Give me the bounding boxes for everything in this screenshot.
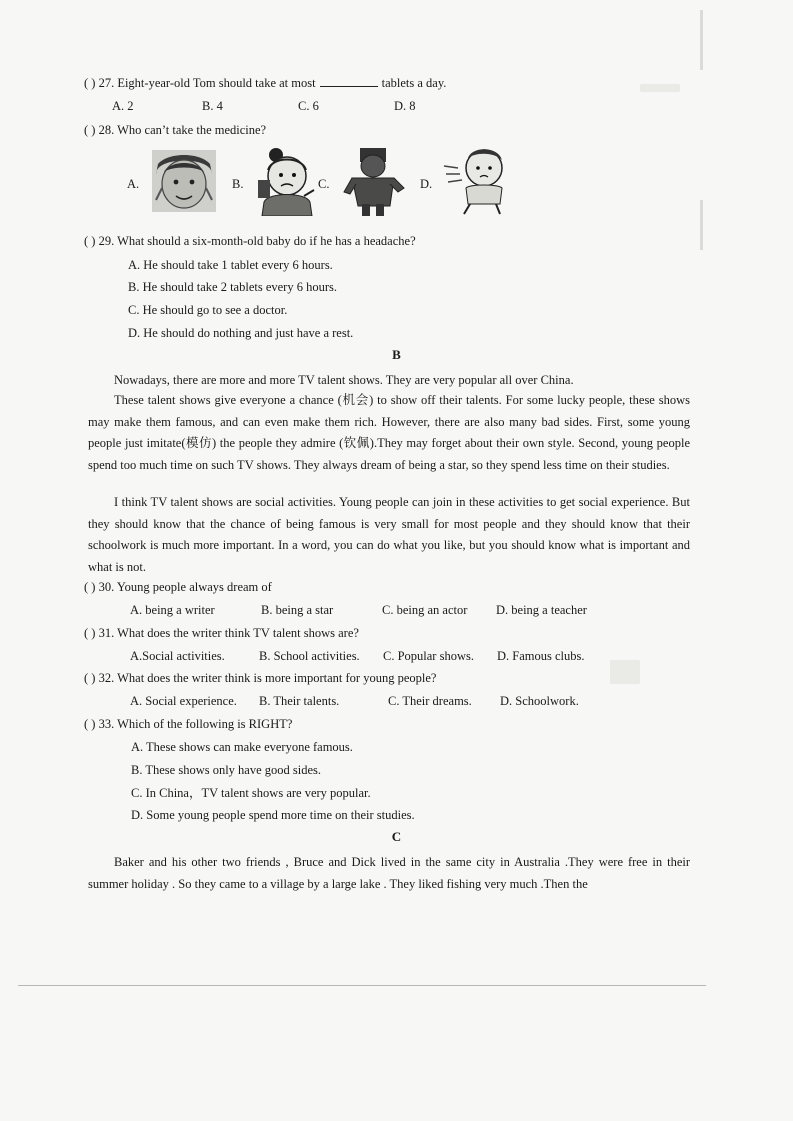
picture-label-a[interactable]: A. (127, 177, 140, 191)
section-b-heading: B (392, 347, 401, 362)
option-b[interactable]: B. He should take 2 tablets every 6 hours. (128, 280, 337, 294)
question-32-options (130, 693, 579, 709)
passage-c-paragraph-1: Baker and his other two friends , Bruce and Dick lived in the same city in Australia .They were free in their summer holiday . So they came to a village by a large lake . They liked fishing very much .Then the (88, 855, 690, 891)
adult-man-icon (342, 146, 406, 221)
option-c[interactable]: C. In China，TV talent shows are very popular. (131, 786, 371, 800)
picture-label-c[interactable]: C. (318, 177, 330, 191)
option-a[interactable]: A. Social experience. (130, 694, 237, 708)
child-face-icon (150, 148, 218, 219)
picture-label-d[interactable]: D. (420, 177, 433, 191)
scan-noise (640, 84, 680, 92)
option-b[interactable]: B. 4 (202, 99, 223, 113)
passage-b-paragraph-3: I think TV talent shows are social activities. Young people can join in these activities to get social experience. But they should know that the chance of being famous is very small for most people and they should know that their schoolwork is much more important. In a word, you can do what you like, but you should know what is important and what is not. (88, 495, 690, 574)
option-d[interactable]: D. Some young people spend more time on their studies. (131, 808, 415, 822)
question-28-stem: ( ) 28. Who can’t take the medicine? (84, 123, 267, 137)
option-b[interactable]: B. These shows only have good sides. (131, 763, 322, 777)
option-c[interactable]: C. He should go to see a doctor. (128, 303, 288, 317)
scan-edge-mark (700, 200, 703, 250)
section-c-heading: C (391, 829, 402, 844)
option-a[interactable]: A. 2 (112, 99, 134, 113)
option-b[interactable]: B. School activities. (259, 649, 360, 663)
option-c[interactable]: C. Their dreams. (388, 694, 472, 708)
option-a[interactable]: A. being a writer (130, 603, 215, 617)
question-27 (84, 75, 446, 91)
question-30-stem: ( ) 30. Young people always dream of (84, 580, 272, 594)
option-b[interactable]: B. Their talents. (259, 694, 340, 708)
option-b[interactable]: B. being a star (261, 603, 334, 617)
option-c[interactable]: C. 6 (298, 99, 319, 113)
option-a[interactable]: A.Social activities. (130, 649, 225, 663)
option-d[interactable]: D. Famous clubs. (497, 649, 585, 663)
question-31-options (130, 648, 585, 664)
question-27-stem: ( ) 27. Eight-year-old Tom should take at most (84, 76, 316, 90)
question-27-options (112, 98, 416, 114)
option-d[interactable]: D. He should do nothing and just have a rest. (128, 326, 354, 340)
question-33-stem: ( ) 33. Which of the following is RIGHT? (84, 717, 293, 731)
option-d[interactable]: D. being a teacher (496, 603, 587, 617)
picture-label-b[interactable]: B. (232, 177, 244, 191)
option-a[interactable]: A. These shows can make everyone famous. (131, 740, 353, 754)
question-31-stem: ( ) 31. What does the writer think TV talent shows are? (84, 626, 359, 640)
answer-blank[interactable] (320, 75, 378, 87)
question-29-stem: ( ) 29. What should a six-month-old baby do if he has a headache? (84, 234, 416, 248)
option-d[interactable]: D. 8 (394, 99, 416, 113)
question-30-options (130, 602, 587, 618)
passage-b-paragraph-2: These talent shows give everyone a chance (机会) to show off their talents. For some lucky people, these shows may make them famous, and can even make them rich. However, there are also many bad sides. First, some young people just imitate(模仿) the people they admire (钦佩).They may forget about their own style. Second, young people spend too much time on such TV shows. They always dream of being a star, so they spend less time on their studies. (88, 393, 690, 472)
option-a[interactable]: A. He should take 1 tablet every 6 hours. (128, 258, 333, 272)
question-27-stem-end: tablets a day. (381, 76, 447, 90)
option-c[interactable]: C. being an actor (382, 603, 468, 617)
question-32-stem: ( ) 32. What does the writer think is more important for young people? (84, 671, 437, 685)
scan-noise (610, 660, 640, 684)
passage-b-paragraph-1: Nowadays, there are more and more TV talent shows. They are very popular all over China. (114, 373, 574, 387)
scan-edge-mark (700, 10, 703, 70)
sick-child-icon (440, 144, 520, 221)
option-d[interactable]: D. Schoolwork. (500, 694, 579, 708)
option-c[interactable]: C. Popular shows. (383, 649, 474, 663)
grandmother-icon (254, 146, 320, 221)
page-bottom-rule (18, 985, 706, 986)
